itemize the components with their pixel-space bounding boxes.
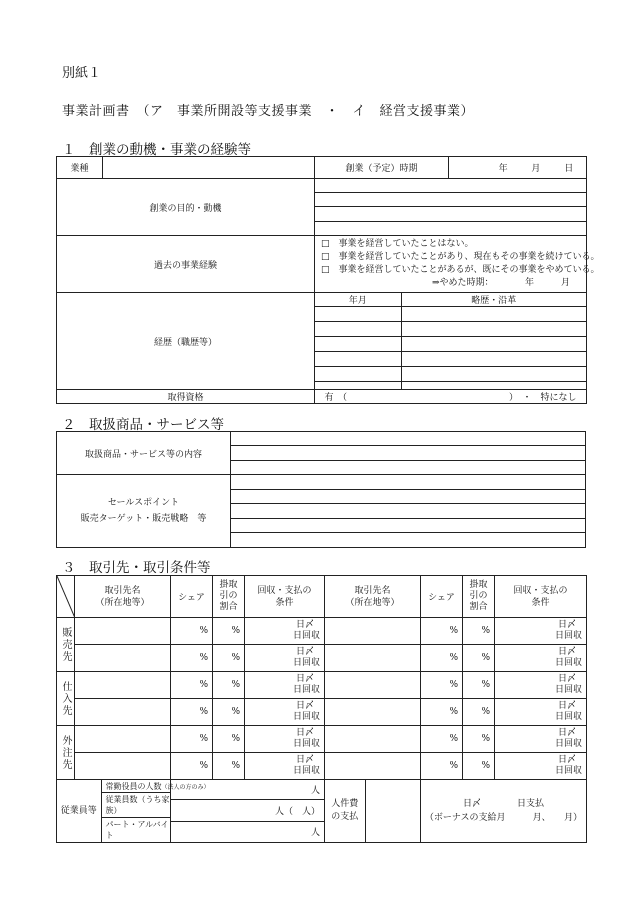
corner-cell — [57, 576, 75, 618]
term-close: 日〆 — [557, 755, 576, 765]
partner-row — [57, 726, 587, 753]
section3-heading: ３ 取引先・取引条件等 — [62, 560, 211, 576]
term-collect: 日回収 — [292, 631, 320, 641]
license-label: 取得資格 — [57, 390, 315, 404]
credit-ratio-field-right[interactable]: % — [463, 699, 495, 726]
terms-field-right[interactable] — [495, 645, 587, 672]
partner-row — [57, 753, 587, 780]
term-collect: 日回収 — [554, 739, 582, 749]
day-label: 日 — [564, 164, 574, 174]
career-history-field[interactable] — [401, 352, 586, 367]
share-field-right[interactable]: % — [421, 753, 463, 780]
terms-field-left[interactable] — [245, 753, 325, 780]
quit-time: ⇒やめた時期： 年 月 — [431, 278, 570, 288]
sales-point-label — [57, 475, 231, 548]
career-history-field[interactable] — [401, 337, 586, 352]
emp-count-field[interactable]: 人 — [171, 821, 325, 842]
group-label — [57, 618, 75, 672]
term-close: 日〆 — [557, 620, 576, 630]
past-experience-label: 過去の事業経験 — [57, 236, 315, 293]
share-field-left[interactable]: % — [171, 753, 213, 780]
term-collect: 日回収 — [554, 685, 582, 695]
emp-row-label — [101, 780, 210, 793]
partner-row — [57, 699, 587, 726]
credit-ratio-field-left[interactable]: % — [213, 672, 245, 699]
partner-name-field-right[interactable] — [325, 618, 421, 645]
employees-label — [57, 780, 101, 842]
partner-name-field-right[interactable] — [325, 726, 421, 753]
payroll-label: 人件費 の支払 — [325, 780, 365, 842]
section1-table — [56, 156, 600, 404]
section3-table — [56, 575, 587, 843]
share-field-right[interactable]: % — [421, 672, 463, 699]
payroll-line-1: 日〆 日支払 — [462, 799, 544, 809]
term-close: 日〆 — [557, 674, 576, 684]
share-field-left[interactable]: % — [171, 672, 213, 699]
term-close: 日〆 — [557, 647, 576, 657]
term-collect: 日回収 — [554, 712, 582, 722]
career-col-ym: 年月 — [315, 293, 401, 307]
emp-row-label: パート・アルバイト — [105, 820, 169, 840]
share-field-left[interactable]: % — [171, 618, 213, 645]
terms-field-left[interactable] — [245, 645, 325, 672]
career-ym-field[interactable] — [315, 307, 401, 322]
emp-count-field[interactable]: 人 — [171, 780, 325, 800]
terms-field-right[interactable] — [495, 618, 587, 645]
credit-ratio-field-right[interactable]: % — [463, 645, 495, 672]
col-terms-right: 回収・支払の 条件 — [495, 576, 587, 618]
credit-ratio-field-right[interactable]: % — [463, 726, 495, 753]
credit-ratio-field-left[interactable]: % — [213, 753, 245, 780]
purpose-label: 創業の目的・動機 — [57, 179, 315, 236]
sales-target-line: 販売ターゲット・販売戦略 等 — [80, 514, 207, 524]
past-experience-field — [315, 236, 600, 293]
col-credit-left: 掛取 引の 割合 — [213, 576, 245, 618]
partner-name-field-right[interactable] — [325, 699, 421, 726]
industry-label: 業種 — [57, 157, 103, 179]
term-collect: 日回収 — [292, 658, 320, 668]
past-option-1[interactable]: □ 事業を経営していたことはない。 — [321, 239, 474, 249]
section1-heading: １ 創業の動機・事業の経験等 — [62, 142, 251, 158]
term-collect: 日回収 — [554, 766, 582, 776]
payroll-field[interactable] — [421, 780, 587, 843]
group-label-text: 仕入先 — [60, 680, 71, 717]
partner-name-field-left[interactable] — [75, 726, 171, 753]
col-partner-right: 取引先名 （所在地等） — [325, 576, 421, 618]
attachment-label: 別紙１ — [62, 66, 102, 81]
career-ym-field[interactable] — [315, 367, 401, 382]
terms-field-left[interactable] — [245, 726, 325, 753]
partner-name-field-left[interactable] — [75, 753, 171, 780]
year-label: 年 — [498, 164, 508, 174]
emp-count-field[interactable]: 人（ 人） — [171, 800, 325, 821]
group-label — [57, 672, 75, 726]
career-history-field[interactable] — [401, 322, 586, 337]
partner-row — [57, 672, 587, 699]
section2-table — [56, 431, 586, 548]
employees-label-text: 従業員等 — [60, 805, 97, 816]
terms-field-left[interactable] — [245, 672, 325, 699]
section2-heading: ２ 取扱商品・サービス等 — [62, 417, 224, 433]
term-close: 日〆 — [295, 701, 314, 711]
term-collect: 日回収 — [292, 712, 320, 722]
share-field-left[interactable]: % — [171, 726, 213, 753]
terms-field-right[interactable] — [495, 699, 587, 726]
share-field-right[interactable]: % — [421, 618, 463, 645]
term-collect: 日回収 — [554, 631, 582, 641]
diagonal-line-icon — [57, 576, 75, 618]
term-close: 日〆 — [295, 674, 314, 684]
partner-row — [57, 618, 587, 645]
document-title: 事業計画書 （ア 事業所開設等支援事業 ・ イ 経営支援事業） — [62, 104, 475, 119]
emp-row-label-text: 常勤役員の人数 — [105, 781, 162, 791]
col-share-right: シェア — [421, 576, 463, 618]
term-close: 日〆 — [295, 728, 314, 738]
career-grid — [315, 293, 587, 390]
credit-ratio-field-left[interactable]: % — [213, 726, 245, 753]
term-close: 日〆 — [557, 701, 576, 711]
credit-ratio-field-right[interactable]: % — [463, 753, 495, 780]
share-field-right[interactable]: % — [421, 699, 463, 726]
sales-point-field[interactable] — [231, 475, 586, 548]
partner-name-field-right[interactable] — [325, 753, 421, 780]
start-date-field[interactable] — [449, 157, 587, 179]
career-history-field[interactable] — [401, 307, 586, 322]
share-field-right[interactable]: % — [421, 645, 463, 672]
industry-field[interactable] — [103, 157, 315, 179]
career-col-history: 略歴・沿革 — [401, 293, 586, 307]
terms-field-left[interactable] — [245, 618, 325, 645]
group-label-text: 販売先 — [60, 626, 71, 663]
partner-rows — [57, 618, 587, 780]
career-ym-field[interactable] — [315, 322, 401, 337]
partner-row — [57, 645, 587, 672]
terms-field-left[interactable] — [245, 699, 325, 726]
emp-row-label: 従業員数（うち家族） — [101, 793, 170, 818]
col-terms-left: 回収・支払の 条件 — [245, 576, 325, 618]
payroll-block — [325, 780, 421, 843]
sales-point-line: セールスポイント — [107, 498, 180, 508]
term-collect: 日回収 — [292, 739, 320, 749]
group-label-text: 外注先 — [60, 734, 71, 771]
career-history-field[interactable] — [401, 382, 586, 390]
terms-field-right[interactable] — [495, 753, 587, 780]
purpose-field[interactable] — [315, 179, 587, 236]
product-content-field[interactable] — [231, 432, 586, 475]
col-credit-right: 掛取 引の 割合 — [463, 576, 495, 618]
credit-ratio-field-right[interactable]: % — [463, 618, 495, 645]
col-partner-left: 取引先名 （所在地等） — [75, 576, 171, 618]
term-collect: 日回収 — [554, 658, 582, 668]
terms-field-right[interactable] — [495, 672, 587, 699]
license-field[interactable]: 有 （ ） ・ 特になし — [315, 390, 587, 404]
career-ym-field[interactable] — [315, 352, 401, 367]
credit-ratio-field-left[interactable]: % — [213, 618, 245, 645]
col-share-left: シェア — [171, 576, 213, 618]
past-option-2[interactable]: □ 事業を経営していたことがあり、現在もその事業を続けている。 — [321, 252, 600, 262]
partner-name-field-right[interactable] — [325, 672, 421, 699]
partner-name-field-left[interactable] — [75, 618, 171, 645]
product-content-label: 取扱商品・サービス等の内容 — [57, 432, 231, 475]
credit-ratio-field-right[interactable]: % — [463, 672, 495, 699]
credit-ratio-field-left[interactable]: % — [213, 645, 245, 672]
share-field-left[interactable]: % — [171, 645, 213, 672]
term-close: 日〆 — [295, 620, 314, 630]
terms-field-right[interactable] — [495, 726, 587, 753]
career-ym-field[interactable] — [315, 337, 401, 352]
start-time-label: 創業（予定）時期 — [315, 157, 449, 179]
payroll-line-2: （ボーナスの支給月 月、 月） — [424, 813, 583, 823]
career-history-field[interactable] — [401, 367, 586, 382]
term-close: 日〆 — [557, 728, 576, 738]
share-field-right[interactable]: % — [421, 726, 463, 753]
partner-name-field-left[interactable] — [75, 699, 171, 726]
partner-name-field-left[interactable] — [75, 672, 171, 699]
partner-name-field-right[interactable] — [325, 645, 421, 672]
group-label — [57, 726, 75, 780]
credit-ratio-field-left[interactable]: % — [213, 699, 245, 726]
term-close: 日〆 — [295, 755, 314, 765]
term-close: 日〆 — [295, 647, 314, 657]
month-label: 月 — [531, 164, 541, 174]
emp-row-note: （法人の方のみ） — [161, 783, 210, 791]
share-field-left[interactable]: % — [171, 699, 213, 726]
past-option-3[interactable]: □ 事業を経営していたことがあるが、既にその事業をやめている。 — [321, 265, 600, 275]
career-label: 経歴（職歴等） — [57, 293, 315, 390]
career-ym-field[interactable] — [315, 382, 401, 390]
term-collect: 日回収 — [292, 685, 320, 695]
partner-name-field-left[interactable] — [75, 645, 171, 672]
employees-block — [57, 780, 210, 843]
term-collect: 日回収 — [292, 766, 320, 776]
